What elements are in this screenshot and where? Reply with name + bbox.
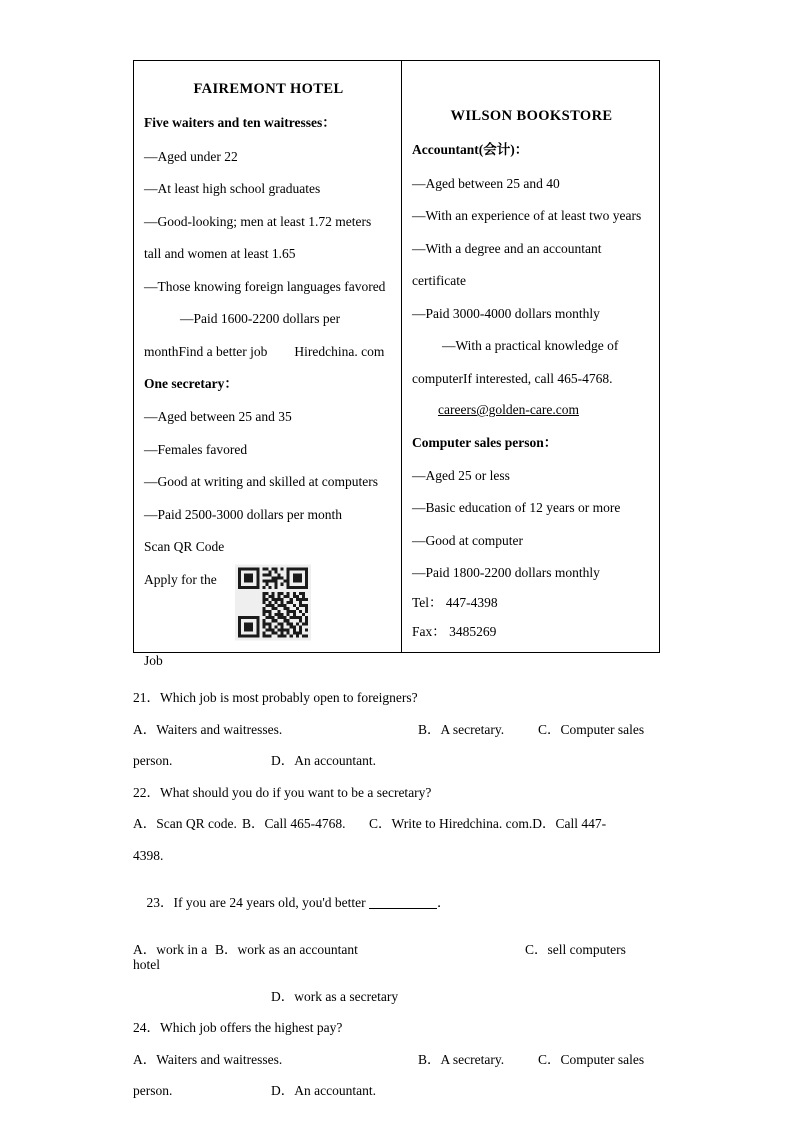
ad-heading-waiters-waitresses: Five waiters and ten waitresses： bbox=[144, 115, 336, 131]
question-23-blank bbox=[369, 908, 437, 909]
question-21-option-c-continued: person. bbox=[133, 753, 173, 769]
ad-detail-line-contact: computerIf interested, call 465-4768. bbox=[411, 370, 613, 386]
question-22-option-d-continued: 4398. bbox=[133, 847, 164, 863]
question-24-option-b[interactable]: B．A secretary. bbox=[418, 1051, 505, 1067]
questions-section bbox=[133, 690, 663, 1099]
ad-telephone: Tel： 447-4398 bbox=[411, 594, 498, 610]
ad-email-link[interactable] bbox=[412, 386, 651, 418]
question-24-option-d[interactable]: D．An accountant. bbox=[271, 1083, 376, 1099]
question-23-options-row bbox=[133, 926, 663, 973]
question-21-stem: 21．Which job is most probably open to foreigners? bbox=[133, 690, 418, 705]
ad-detail-line: —Paid 2500-3000 dollars per month bbox=[144, 506, 342, 522]
qr-code-icon bbox=[235, 564, 311, 641]
ad-column-wilson-bookstore bbox=[402, 61, 659, 652]
question-21-option-a[interactable]: A．Waiters and waitresses. bbox=[133, 721, 283, 737]
ad-detail-line-pay: —Paid 1600-2200 dollars per bbox=[180, 311, 341, 327]
ad-detail-line-apply: Apply for the bbox=[144, 571, 217, 587]
ad-detail-line: —With a degree and an accountant bbox=[411, 240, 602, 256]
question-24-option-c[interactable]: C．Computer sales bbox=[538, 1051, 645, 1067]
ad-detail-line-scan-qr: Scan QR Code bbox=[144, 539, 225, 555]
ad-detail-line: —With an experience of at least two years bbox=[411, 208, 642, 224]
ad-detail-line: —Paid 3000-4000 dollars monthly bbox=[411, 305, 600, 321]
question-22-option-c-and-d[interactable]: C．Write to Hiredchina. com.D．Call 447- bbox=[369, 816, 607, 832]
ad-heading-computer-sales-person: Computer sales person： bbox=[411, 434, 558, 450]
question-21-options-row-2 bbox=[133, 737, 663, 769]
question-23-option-b[interactable]: B．work as an accountant bbox=[215, 941, 358, 957]
question-21-options-row bbox=[133, 706, 663, 738]
ad-title-fairemont-hotel: FAIREMONT HOTEL bbox=[193, 81, 344, 97]
ad-detail-line: certificate bbox=[411, 273, 466, 289]
ad-detail-line: tall and women at least 1.65 bbox=[144, 246, 296, 262]
question-22-option-b[interactable]: B．Call 465-4768. bbox=[242, 816, 346, 832]
job-advertisement-table bbox=[133, 60, 660, 669]
question-23-option-d[interactable]: D．work as a secretary bbox=[271, 988, 399, 1004]
question-24-options-row bbox=[133, 1036, 663, 1068]
ad-detail-line: —Good at computer bbox=[411, 532, 523, 548]
ad-detail-line: —Good at writing and skilled at computers bbox=[144, 474, 378, 490]
question-24-option-c-continued: person. bbox=[133, 1083, 173, 1099]
ad-detail-line: —Aged between 25 and 35 bbox=[144, 409, 292, 425]
question-24-options-row-2 bbox=[133, 1067, 663, 1099]
ad-detail-line-knowledge: —With a practical knowledge of bbox=[441, 338, 619, 354]
question-21-option-c[interactable]: C．Computer sales bbox=[538, 721, 645, 737]
ad-detail-line: —Aged between 25 and 40 bbox=[411, 175, 560, 191]
question-24-option-a[interactable]: A．Waiters and waitresses. bbox=[133, 1051, 283, 1067]
ad-detail-line: —Paid 1800-2200 dollars monthly bbox=[411, 565, 600, 581]
question-21-option-b[interactable]: B．A secretary. bbox=[418, 721, 505, 737]
question-21-option-d[interactable]: D．An accountant. bbox=[271, 753, 376, 769]
question-22-options-row bbox=[133, 800, 663, 832]
ad-detail-line: —At least high school graduates bbox=[144, 181, 321, 197]
ad-detail-line-pay-continued: monthFind a better job Hiredchina. com bbox=[144, 343, 385, 359]
ad-detail-line: —Basic education of 12 years or more bbox=[411, 500, 621, 516]
ad-detail-line: —Those knowing foreign languages favored bbox=[144, 278, 386, 294]
ad-title-wilson-bookstore: WILSON BOOKSTORE bbox=[450, 108, 613, 124]
ad-detail-line: —Aged under 22 bbox=[144, 148, 238, 164]
question-23-stem-period: ． bbox=[437, 894, 451, 910]
ad-heading-secretary: One secretary： bbox=[144, 376, 238, 392]
ad-heading-accountant: Accountant(会计)： bbox=[411, 142, 529, 158]
ad-detail-line: —Females favored bbox=[144, 441, 248, 457]
ad-detail-line-job: Job bbox=[144, 653, 163, 669]
ad-email-text: careers@golden-care.com bbox=[437, 402, 579, 418]
ad-fax: Fax： 3485269 bbox=[411, 624, 497, 640]
question-22-option-a[interactable]: A．Scan QR code. bbox=[133, 816, 237, 832]
question-23-option-c[interactable]: C．sell computers bbox=[525, 941, 626, 957]
question-22-stem: 22．What should you do if you want to be a secretary? bbox=[133, 784, 432, 800]
ad-detail-line: —Aged 25 or less bbox=[411, 467, 510, 483]
question-24-stem: 24．Which job offers the highest pay? bbox=[133, 1020, 343, 1036]
question-23-option-a[interactable]: A．work in a hotel bbox=[133, 941, 208, 973]
question-23-stem bbox=[133, 863, 663, 926]
question-23-stem-text: 23．If you are 24 years old, you'd better bbox=[146, 894, 369, 910]
ad-detail-line: —Good-looking; men at least 1.72 meters bbox=[144, 213, 372, 229]
